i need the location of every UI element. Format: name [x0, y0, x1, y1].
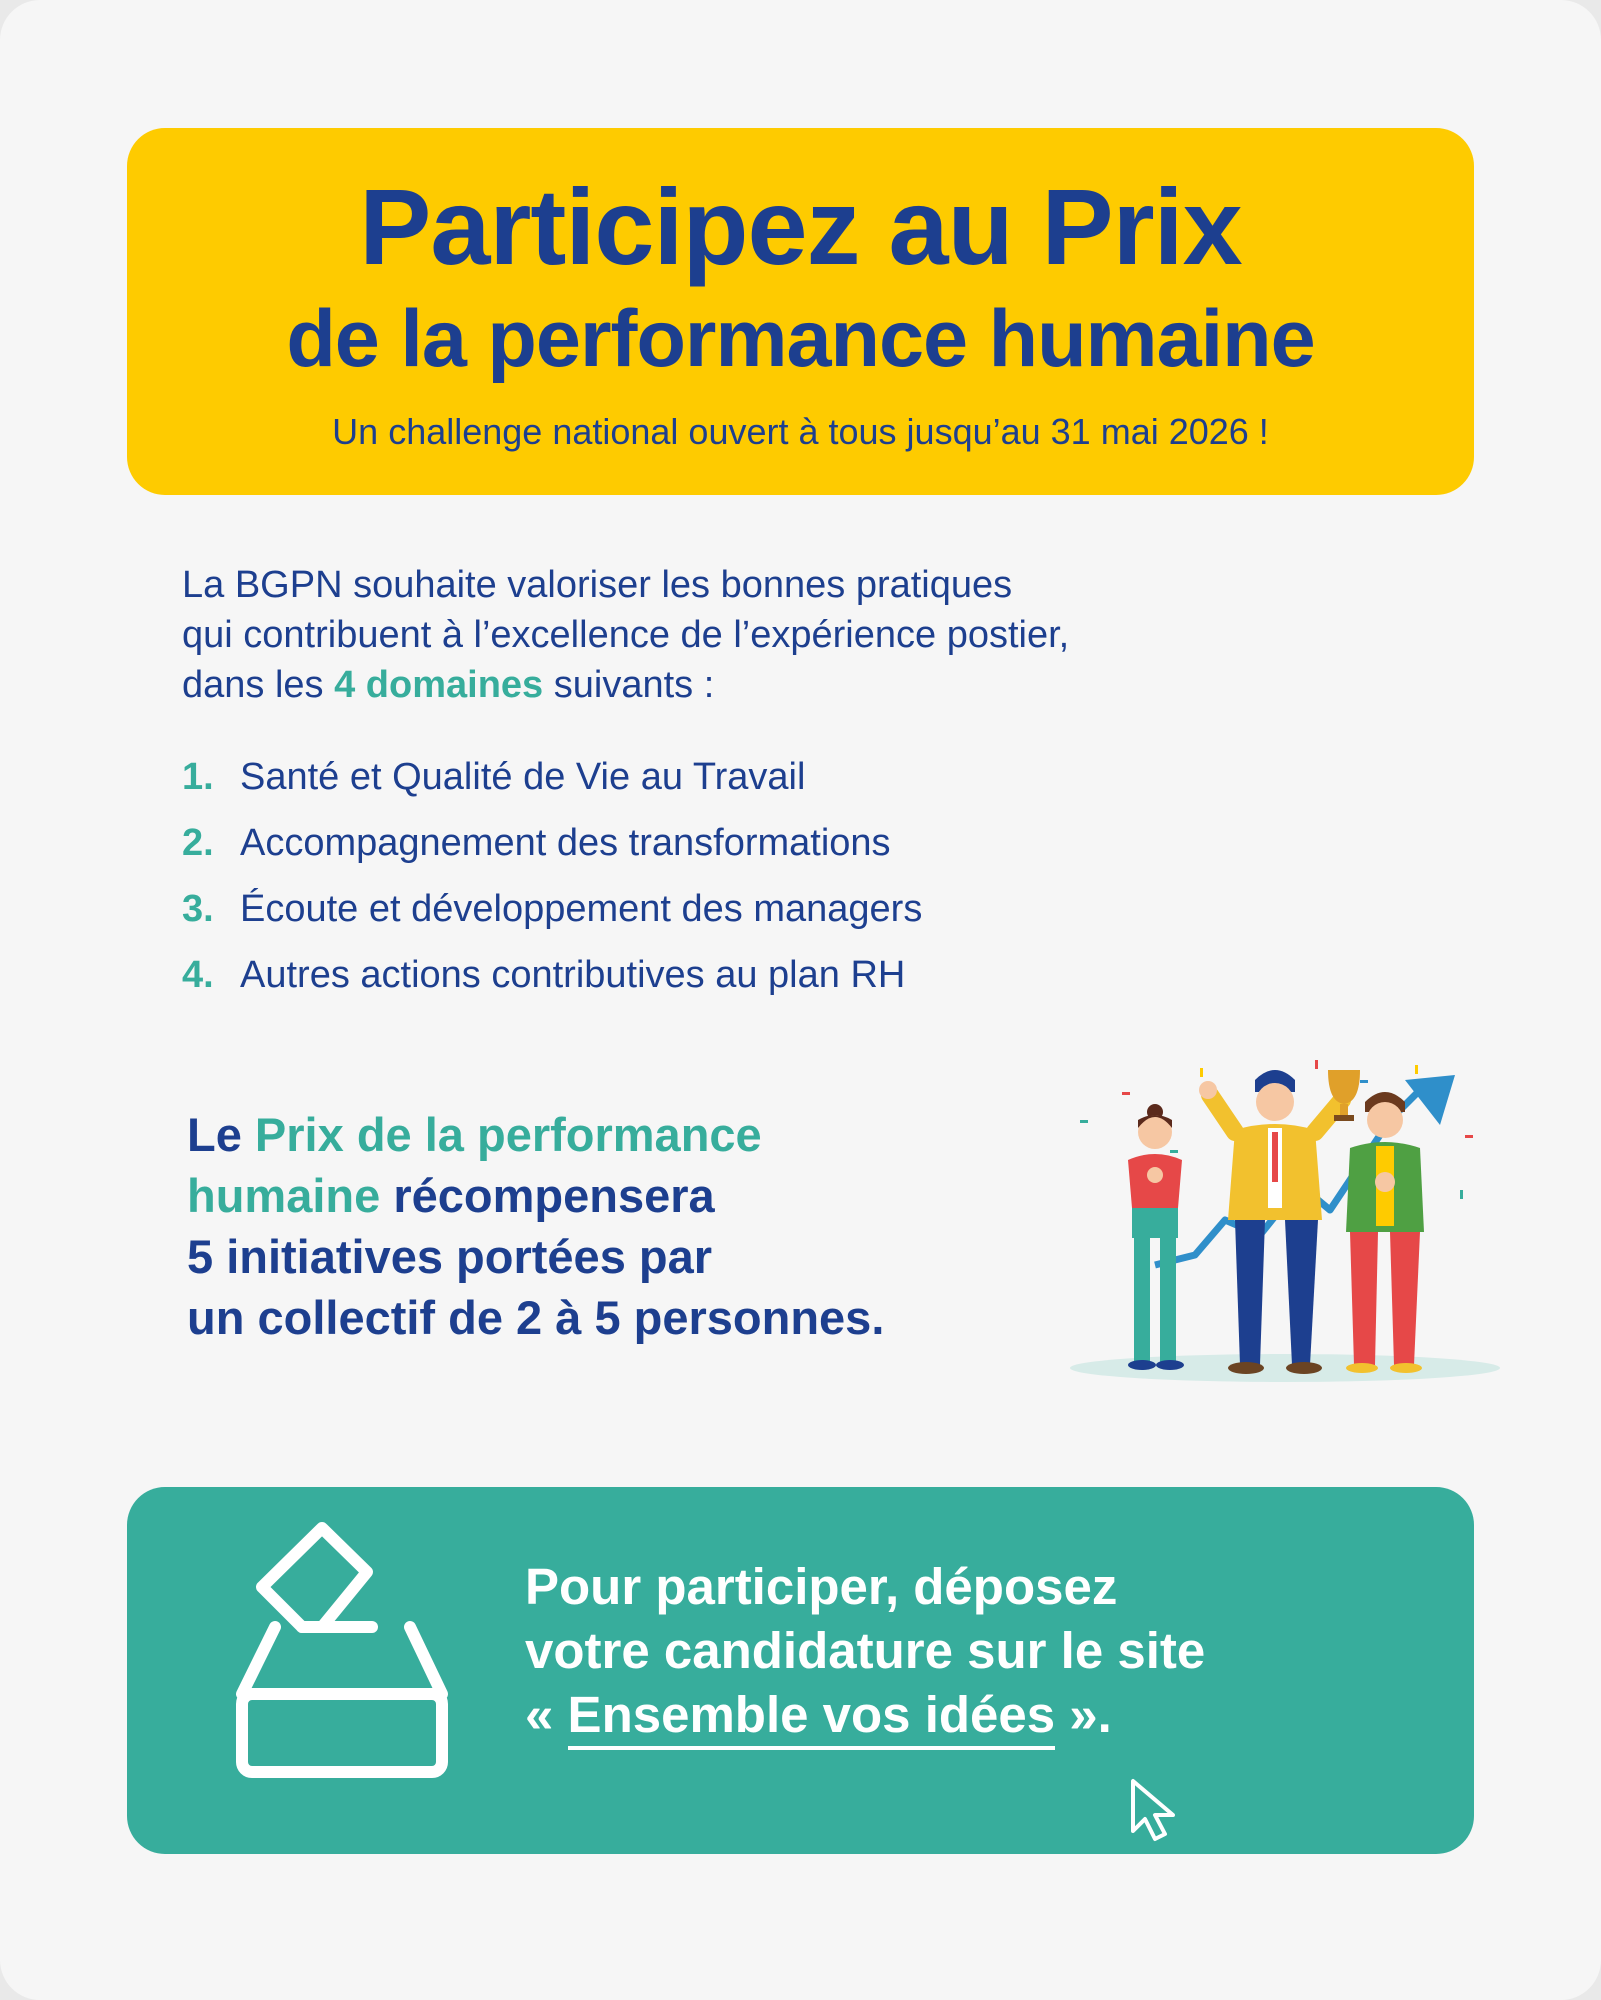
- domains-list: [182, 744, 922, 1008]
- banner-subtitle: Un challenge national ouvert à tous jusqu’au 31 mai 2026 !: [332, 411, 1269, 452]
- prize-lead: Le: [187, 1108, 242, 1161]
- prize-line-2-after: récompensera: [393, 1169, 715, 1222]
- list-item: [182, 810, 922, 876]
- cta-text: [525, 1555, 1425, 1747]
- prize-line-4: un collectif de 2 à 5 personnes.: [187, 1291, 885, 1344]
- cta-line-2: votre candidature sur le site: [525, 1622, 1206, 1679]
- intro-line-2: qui contribuent à l’excellence de l’expérience postier,: [182, 614, 1070, 656]
- cta-line-3: [525, 1683, 1425, 1747]
- intro-line-3-after: suivants :: [553, 664, 715, 706]
- title-banner: [127, 128, 1474, 495]
- intro-line-1: La BGPN souhaite valoriser les bonnes pratiques: [182, 564, 1013, 606]
- list-item-label: Autres actions contributives au plan RH: [240, 954, 906, 996]
- intro-line-3-before: dans les: [182, 664, 324, 706]
- list-item-label: Santé et Qualité de Vie au Travail: [240, 756, 806, 798]
- list-item-label: Écoute et développement des managers: [240, 888, 923, 930]
- prize-highlight-2: humaine: [187, 1169, 381, 1222]
- intro-highlight: 4 domaines: [334, 664, 544, 706]
- quote-open: «: [525, 1686, 554, 1743]
- list-item-number: 2.: [182, 822, 214, 864]
- quote-close: ».: [1069, 1686, 1112, 1743]
- person-woman: [1128, 1104, 1184, 1370]
- list-item-number: 4.: [182, 954, 214, 996]
- list-item-number: 3.: [182, 888, 214, 930]
- list-item: [182, 876, 922, 942]
- cta-panel: [127, 1487, 1474, 1854]
- prize-line-1: [187, 1104, 1067, 1165]
- prize-line-3: 5 initiatives portées par: [187, 1230, 713, 1283]
- person-man-clapping: [1346, 1092, 1424, 1373]
- list-item: [182, 744, 922, 810]
- cta-line-1: Pour participer, déposez: [525, 1558, 1118, 1615]
- prize-line-2: [187, 1165, 1067, 1226]
- title-line-2: de la performance humaine: [286, 294, 1315, 384]
- celebration-illustration: [1060, 1020, 1510, 1390]
- ballot-box-icon: [207, 1512, 477, 1782]
- list-item-number: 1.: [182, 756, 214, 798]
- intro-line-3: [182, 660, 1382, 710]
- title-line-1: Participez au Prix: [359, 166, 1242, 287]
- list-item-label: Accompagnement des transformations: [240, 822, 891, 864]
- prize-highlight-1: Prix de la performance: [254, 1108, 762, 1161]
- prize-paragraph: [187, 1104, 1067, 1348]
- ensemble-vos-idees-link[interactable]: Ensemble vos idées: [568, 1686, 1056, 1750]
- list-item: [182, 942, 922, 1008]
- intro-paragraph: [182, 560, 1382, 710]
- cursor-icon: [1125, 1775, 1185, 1847]
